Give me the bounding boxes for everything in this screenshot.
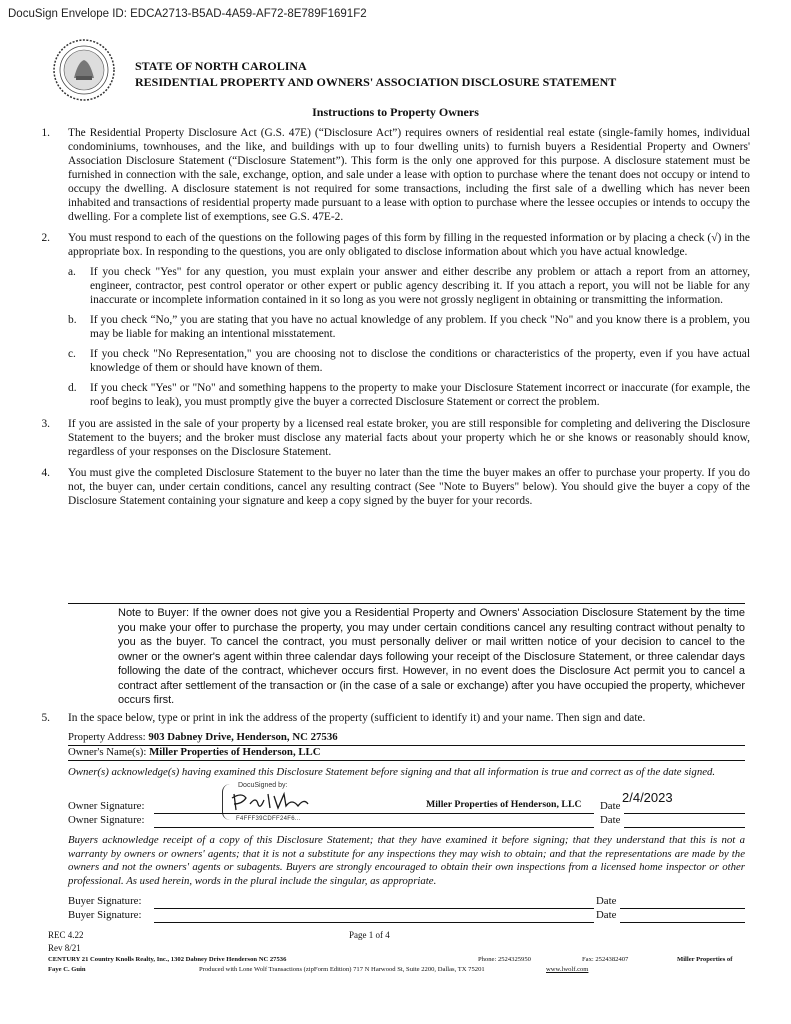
page-number: Page 1 of 4: [349, 930, 390, 940]
form-revision: Rev 8/21: [48, 943, 81, 953]
item-text: The Residential Property Disclosure Act (G.S. 47E) (“Disclosure Act”) requires owners of residential real estate (single-family homes, individual condominiums, townhouses, and the like, and buildings with up to four dwelling units) to furnish buyers a Residential Property and Owners' Association Disclosure Statement (“Disclosure Statement”). This form is the only one approved for this purpose. A disclosure statement must be furnished in connection with the sale, exchange, option, and sale under a lease with option to purchase where the tenant does not occupy or intend to occupy the dwelling. A disclosure statement is not required for some transactions, including the first sale of a dwelling which has never been inhabited and transactions of residential property made pursuant to a lease with option to purchase where the lessee occupies or intends to occupy the dwelling. For a complete list of exemptions, see G.S. 47E-2.: [68, 127, 750, 223]
owner-signature-label-1: Owner Signature:: [68, 800, 145, 812]
owner-date-value[interactable]: 2/4/2023: [622, 790, 673, 805]
subitem-letter: d.: [68, 382, 77, 394]
subitem-c: [68, 347, 750, 375]
owner-name-row: [68, 746, 321, 758]
property-address-row: [68, 731, 338, 743]
document-name: Miller Properties of: [677, 956, 733, 963]
docusigned-by-label: DocuSigned by:: [238, 782, 288, 789]
header-state: STATE OF NORTH CAROLINA: [135, 59, 307, 73]
owner-date-line-1[interactable]: [624, 813, 745, 814]
owner-acknowledgement: Owner(s) acknowledge(s) having examined this Disclosure Statement before signing and that all information is true and correct as of the date signed.: [68, 766, 716, 778]
item-text: You must give the completed Disclosure Statement to the buyer no later than the time the buyer makes an offer to purchase your property. If you do not, the buyer can, under certain conditions, cancel any resulting contract (See "Note to Buyers" below). You should give the buyer a copy of the Disclosure Statement containing your signature and keep a copy signed by the buyer for your records.: [68, 467, 750, 507]
subitem-a: [68, 265, 750, 307]
item-number: 1.: [41, 127, 50, 139]
owner-date-line-2[interactable]: [624, 827, 745, 828]
subitem-text: If you check “No,” you are stating that you have no actual knowledge of any problem. If you check "No" and you know there is a problem, you may be liable for making an intentional misstatement.: [90, 314, 750, 340]
subitem-text: If you check "Yes" or "No" and something happens to the property to make your Disclosure Statement incorrect or inaccurate (for example, the roof begins to leak), you must promptly give the buyer a corrected Disclosure Statement or correct the problem.: [90, 382, 750, 408]
item-number: 5.: [41, 712, 50, 724]
buyer-acknowledgement: Buyers acknowledge receipt of a copy of this Disclosure Statement; that they have examined it before signing; that they understand that this is not a warranty by owners or owners' agents; that it is not a substitute for any inspections they may wish to obtain; and that the representations are made by the owners and not the owners' agents or subagents. Buyers are strongly encouraged to obtain their own inspections from a licensed home inspector or other professional. As used herein, words in the plural include the singular, as appropriate.: [68, 834, 745, 887]
buyer-signature-line-1[interactable]: [154, 908, 594, 909]
subitem-text: If you check "Yes" for any question, you must explain your answer and either describe any problem or attach a report from an attorney, engineer, contractor, pest control operator or other expert or public agency describing it. If you attach a report, you will not be liable for any inaccurate or incomplete information contained in it so long as you were not grossly negligent in obtaining or transmitting the information.: [90, 266, 750, 306]
buyer-date-line-2[interactable]: [620, 922, 745, 923]
header-title: RESIDENTIAL PROPERTY AND OWNERS' ASSOCIATION DISCLOSURE STATEMENT: [135, 75, 617, 89]
date-label-1: Date: [600, 800, 621, 812]
item-number: 2.: [41, 232, 50, 244]
docusign-envelope-id: DocuSign Envelope ID: EDCA2713-B5AD-4A59-AF72-8E789F1691F2: [8, 8, 367, 20]
produced-with: Produced with Lone Wolf Transactions (zipForm Edition) 717 N Harwood St, Suite 2200, Dallas, TX 75201: [199, 966, 485, 973]
buyer-date-label-2: Date: [596, 909, 617, 921]
date-label-2: Date: [600, 814, 621, 826]
buyer-date-line-1[interactable]: [620, 908, 745, 909]
owner-signature-line-2[interactable]: [154, 827, 594, 828]
subitem-d: [68, 381, 750, 409]
instruction-item-1: [20, 126, 750, 224]
item-text: In the space below, type or print in ink the address of the property (sufficient to identify it) and your name. Then sign and date.: [68, 712, 646, 724]
instructions-body: [20, 126, 750, 515]
item-number: 3.: [41, 418, 50, 430]
owner-handwritten-signature[interactable]: [228, 790, 328, 814]
buyer-signature-label-2: Buyer Signature:: [68, 909, 142, 921]
item-text: If you are assisted in the sale of your property by a licensed real estate broker, you are still responsible for completing and delivering the Disclosure Statement to the buyers; and the broker must disclose any material facts about your property which he or she knows or reasonably should know, regardless of your responses on the Disclosure Statement.: [68, 418, 750, 458]
note-text: Note to Buyer: If the owner does not give you a Residential Property and Owners' Association Disclosure Statement by the time you make your offer to purchase the property, you may under certain conditions cancel any resulting contract without penalty to you as the buyer. To cancel the contract, you must personally deliver or mail written notice of your decision to cancel to the owner or the owner's agent within three calendar days following your receipt of the Disclosure Statement, or three calendar days following the date of the contract, whichever occurs first. However, in no event does the Disclosure Act permit you to cancel a contract after settlement of the transaction or (in the case of a sale or exchange) after you have occupied the property, whichever occurs first.: [118, 607, 745, 706]
broker-phone: Phone: 2524325950: [478, 956, 531, 963]
form-number: REC 4.22: [48, 930, 84, 940]
lone-wolf-link[interactable]: www.lwolf.com: [546, 966, 589, 973]
nc-state-seal-icon: [52, 38, 116, 102]
note-to-buyer: [68, 603, 745, 708]
instruction-item-5: [20, 712, 750, 724]
subitem-letter: b.: [68, 314, 77, 326]
broker-info: CENTURY 21 Country Knolls Realty, Inc., 1302 Dabney Drive Henderson NC 27536: [48, 956, 287, 963]
property-address-label: Property Address:: [68, 731, 146, 743]
instruction-item-4: [20, 466, 750, 508]
subitem-letter: a.: [68, 266, 76, 278]
item-text: You must respond to each of the questions on the following pages of this form by filling in the requested information or by placing a check (√) in the appropriate box. In responding to the questions, you are only obligated to disclose information about which you have actual knowledge.: [68, 232, 750, 258]
subitem-letter: c.: [68, 348, 76, 360]
owner-name-field[interactable]: Miller Properties of Henderson, LLC: [149, 746, 321, 758]
property-address-field[interactable]: 903 Dabney Drive, Henderson, NC 27536: [148, 731, 338, 743]
agent-name: Faye C. Guin: [48, 966, 86, 973]
broker-fax: Fax: 2524382407: [582, 956, 629, 963]
buyer-signature-label-1: Buyer Signature:: [68, 895, 142, 907]
docusign-id: F4FFF39CDFF24F6...: [236, 816, 301, 822]
buyer-signature-line-2[interactable]: [154, 922, 594, 923]
subitem-b: [68, 313, 750, 341]
owner-name-underline: [68, 760, 745, 761]
owner-signature-label-2: Owner Signature:: [68, 814, 145, 826]
subitem-text: If you check "No Representation," you are choosing not to disclose the conditions or characteristics of the property, even if you have actual knowledge of them or should have known of them.: [90, 348, 750, 374]
owner-signature-line-1[interactable]: [154, 813, 594, 814]
instructions-title: Instructions to Property Owners: [312, 105, 479, 119]
owner-printed-name: Miller Properties of Henderson, LLC: [426, 799, 582, 810]
buyer-date-label-1: Date: [596, 895, 617, 907]
owner-name-label: Owner's Name(s):: [68, 746, 147, 758]
item-number: 4.: [41, 467, 50, 479]
instruction-item-2: [20, 231, 750, 411]
form-header: [135, 58, 616, 90]
instruction-item-3: [20, 417, 750, 459]
